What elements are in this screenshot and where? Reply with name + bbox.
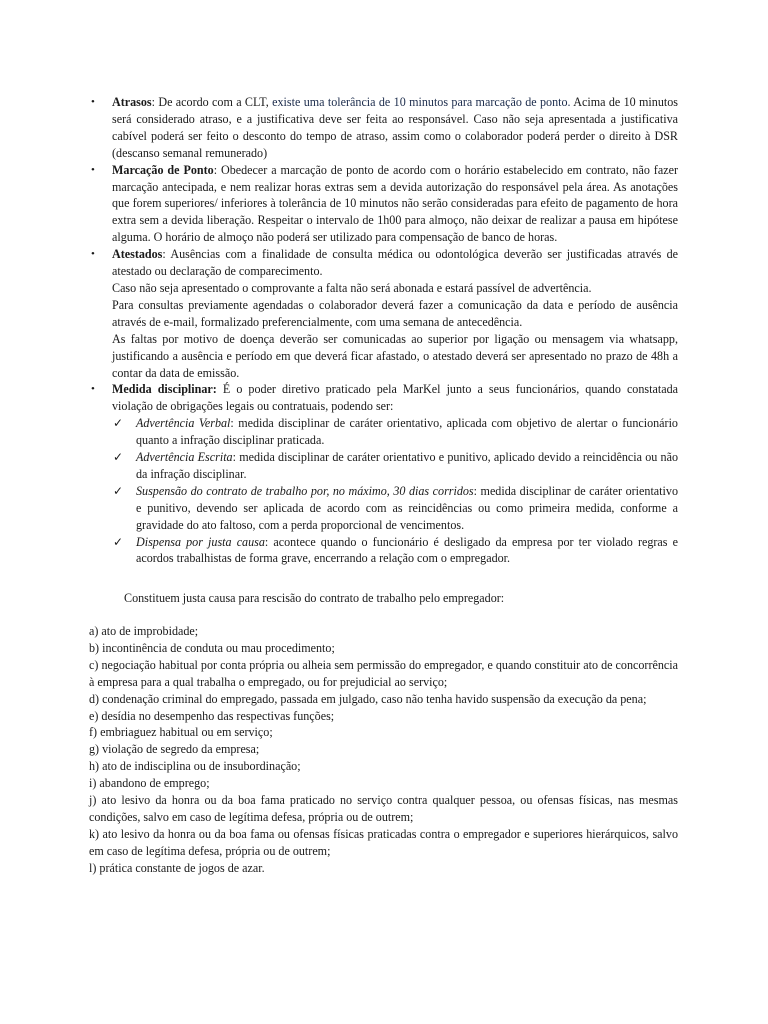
just-cause-item: k) ato lesivo da honra ou da boa fama ou ofensas físicas praticadas contra o empregador e superiores hierárquicos, salvo em caso de legítima defesa, própria ou de outrem; xyxy=(89,826,678,858)
measure-term: Advertência Escrita xyxy=(136,450,233,465)
just-cause-item: e) desídia no desempenho das respectivas funções; xyxy=(89,708,335,723)
measure-desc: acontece quando o funcionário é desligado da empresa por ter violado regras e acordos trabalhistas de forma grave, encerrando a relação com o empregador. xyxy=(136,534,678,566)
bullet-text: Obedecer a marcação de ponto de acordo com o horário estabelecido em contrato, não fazer marcação antecipada, e nem realizar horas extras sem a devida autorização do responsável pela área. As anotações que forem superiores/ inferiores à tolerância de 10 minutos não serão consideradas para efeito de pagamento de hora extra sem a devida liberação. Respeitar o intervalo de 1h00 para almoço, não deixar de realizar a pausa em hipótese alguma. O horário de almoço não poderá ser utilizado para compensação de banco de horas. xyxy=(112,162,678,245)
disciplinary-measures-list xyxy=(112,415,678,567)
bullet-icon: • xyxy=(91,96,95,108)
bullet-icon: • xyxy=(91,248,95,261)
measure-term: Dispensa por justa causa xyxy=(136,534,265,549)
bullet-text: É o poder diretivo praticado pela MarKel junto a seus funcionários, quando constatada violação de obrigações legais ou contratuais, podendo ser: xyxy=(112,382,678,414)
bullet-text: Acima de 10 minutos será considerado atraso, e a justificativa deve ser feita ao responsável. Caso não seja apresentada a justificativa cabível poderá ser feito o desconto do tempo de atraso, assim como o colaborador poderá perder o direito à DSR (descanso semanal remunerado) xyxy=(112,95,678,160)
check-item: ✓ Advertência Escrita: medida disciplinar de caráter orientativo e punitivo, aplicado devido a reincidência ou não da infração disciplinar. xyxy=(113,450,679,481)
just-cause-item: b) incontinência de conduta ou mau procedimento; xyxy=(89,640,335,655)
just-cause-item: f) embriaguez habitual ou em serviço; xyxy=(89,725,273,740)
just-cause-item: d) condenação criminal do empregado, passada em julgado, caso não tenha havido suspensão da execução da pena; xyxy=(89,691,647,706)
measure-term: Advertência Verbal xyxy=(136,416,231,431)
just-cause-item: j) ato lesivo da honra ou da boa fama praticado no serviço contra qualquer pessoa, ou ofensas físicas, nas mesmas condições, salvo em caso de legítima defesa, própria ou de outrem; xyxy=(89,793,678,824)
measure-desc: medida disciplinar de caráter orientativo e punitivo, aplicado devido a reincidência ou não da infração disciplinar. xyxy=(136,450,679,481)
checkmark-icon: ✓ xyxy=(113,483,124,498)
bullet-title: Marcação de Ponto xyxy=(112,162,214,177)
bullet-text: De acordo com a CLT, xyxy=(158,95,273,109)
just-cause-intro: Constituem justa causa para rescisão do contrato de trabalho pelo empregador: xyxy=(124,591,505,605)
just-cause-item: l) prática constante de jogos de azar. xyxy=(89,860,265,875)
checkmark-icon: ✓ xyxy=(113,534,124,549)
checkmark-icon: ✓ xyxy=(113,416,124,431)
bullet-atrasos: • Atrasos: De acordo com a CLT, existe uma tolerância de 10 minutos para marcação de ponto. Acima de 10 minutos será considerado atraso, e a justificativa deve ser feita ao responsável. Caso não seja apresentada a justificativa cabível poderá ser feito o desconto do tempo de atraso, assim como o colaborador poderá perder o direito à DSR (descanso semanal remunerado) xyxy=(91,95,678,160)
just-cause-item: a) ato de improbidade; xyxy=(89,624,199,638)
measure-desc: medida disciplinar de caráter orientativo, aplicada com objetivo de alertar o funcionário quanto a infração disciplinar praticada. xyxy=(136,416,678,448)
just-cause-list xyxy=(89,623,678,877)
paragraph: Para consultas previamente agendadas o colaborador deverá fazer a comunicação da data e período de ausência através de e-mail, formalizado preferencialmente, com uma semana de antecedência. xyxy=(112,297,678,329)
just-cause-item: g) violação de segredo da empresa; xyxy=(89,742,260,757)
bullet-title: Atrasos xyxy=(112,95,152,109)
just-cause-item: c) negociação habitual por conta própria ou alheia sem permissão do empregador, e quando constituir ato de concorrência à empresa para a qual trabalha o empregado, ou for prejudicial ao serviço; xyxy=(89,657,678,689)
bullet-title: Atestados xyxy=(112,247,163,262)
bullet-marcacao-de-ponto: • Marcação de Ponto: Obedecer a marcação de ponto de acordo com o horário estabelecido em contrato, não fazer marcação antecipada, e nem realizar horas extras sem a devida autorização do responsável pela área. As anotações que forem superiores/ inferiores à tolerância de 10 minutos não serão consideradas para efeito de pagamento de hora extra sem a devida liberação. Respeitar o intervalo de 1h00 para almoço, não deixar de realizar a pausa em hipótese alguma. O horário de almoço não poderá ser utilizado para compensação de banco de horas. xyxy=(91,162,678,245)
bullet-text: Ausências com a finalidade de consulta médica ou odontológica deverão ser justificadas através de atestado ou declaração de comparecimento. xyxy=(112,247,679,279)
measure-desc: medida disciplinar de caráter orientativo e punitivo, devendo ser aplicada de acordo com as reincidências ou como primeira medida, conforme a gravidade do ato faltoso, com a perda proporcional de vencimentos. xyxy=(136,483,678,532)
bullet-atestados: • Atestados: Ausências com a finalidade de consulta médica ou odontológica deverão ser justificadas através de atestado ou declaração de comparecimento. Caso não seja apresentado o comprovante a falta não será abonada e estará passível de advertência. Para consultas previamente agendadas o colaborador deverá fazer a comunicação da data e período de ausência através de e-mail, formalizado preferencialmente, com uma semana de antecedência. As faltas por motivo de doença deverão ser comunicadas ao superior por ligação ou mensagem via whatsapp, justificando a ausência e período em que deverá ficar afastado, o atestado deverá ser apresentado no prazo de 48h a contar da data de emissão. xyxy=(91,247,679,380)
policy-bullet-list xyxy=(91,94,679,567)
bullet-icon: • xyxy=(91,383,95,396)
paragraph: Caso não seja apresentado o comprovante a falta não será abonada e estará passível de advertência. xyxy=(112,280,592,295)
bullet-icon: • xyxy=(91,163,95,176)
checkmark-icon: ✓ xyxy=(113,450,124,465)
paragraph: As faltas por motivo de doença deverão ser comunicadas ao superior por ligação ou mensagem via whatsapp, justificando a ausência e período em que deverá ficar afastado, o atestado deverá ser apresentado no prazo de 48h a contar da data de emissão. xyxy=(112,331,678,380)
just-cause-item: h) ato de indisciplina ou de insubordinação; xyxy=(89,759,301,774)
measure-term: Suspensão do contrato de trabalho por, no máximo, 30 dias corridos xyxy=(136,483,474,498)
highlighted-text: existe uma tolerância de 10 minutos para marcação de ponto. xyxy=(272,95,571,109)
check-item: ✓ Dispensa por justa causa: acontece quando o funcionário é desligado da empresa por ter violado regras e acordos trabalhistas de forma grave, encerrando a relação com o empregador. xyxy=(113,534,678,566)
bullet-title: Medida disciplinar: xyxy=(112,382,217,397)
check-item: ✓ Advertência Verbal: medida disciplinar de caráter orientativo, aplicada com objetivo de alertar o funcionário quanto a infração disciplinar praticada. xyxy=(113,416,678,448)
check-item: ✓ Suspensão do contrato de trabalho por, no máximo, 30 dias corridos: medida disciplinar de caráter orientativo e punitivo, devendo ser aplicada de acordo com as reincidências ou como primeira medida, conforme a gravidade do ato faltoso, com a perda proporcional de vencimentos. xyxy=(113,483,678,532)
bullet-medida-disciplinar xyxy=(91,381,679,567)
just-cause-item: i) abandono de emprego; xyxy=(89,776,210,791)
